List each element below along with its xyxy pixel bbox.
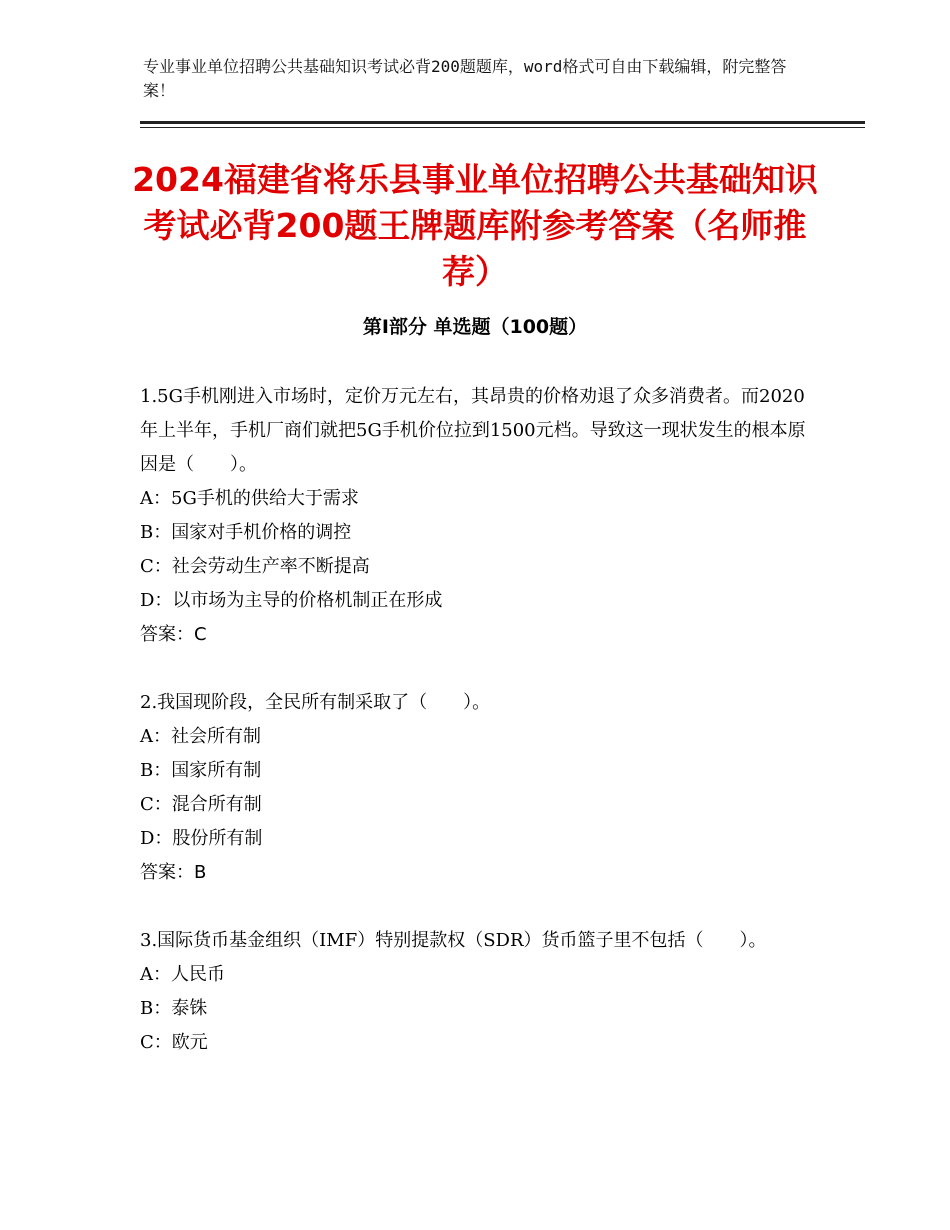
option-d: D：以市场为主导的价格机制正在形成: [140, 590, 443, 611]
section-heading: 第Ⅰ部分 单选题（100题）: [362, 316, 588, 338]
question-1: [140, 380, 810, 652]
question-stem: 1.5G手机刚进入市场时，定价万元左右，其昂贵的价格劝退了众多消费者。而2020年上半年，手机厂商们就把5G手机价位拉到1500元档。导致这一现状发生的根本原因是（ ）。: [140, 386, 806, 475]
answer: 答案：B: [140, 862, 207, 883]
option-a: A：社会所有制: [140, 726, 261, 747]
header-rule-thick: [140, 121, 865, 124]
question-2: [140, 686, 810, 890]
question-3: [140, 924, 810, 1060]
header-rule-thin: [140, 127, 865, 128]
option-b: B：国家对手机价格的调控: [140, 522, 352, 543]
option-b: B：国家所有制: [140, 760, 262, 781]
page-header: 专业事业单位招聘公共基础知识考试必背200题题库，word格式可自由下载编辑，附完整答案！: [143, 57, 787, 100]
question-list: [140, 380, 810, 1094]
option-c: C：社会劳动生产率不断提高: [140, 556, 370, 577]
question-stem: 3.国际货币基金组织（IMF）特别提款权（SDR）货币篮子里不包括（ ）。: [140, 930, 767, 951]
option-a: A：人民币: [140, 964, 225, 985]
option-a: A：5G手机的供给大于需求: [140, 488, 359, 509]
question-stem: 2.我国现阶段，全民所有制采取了（ ）。: [140, 692, 491, 713]
document-title: 2024福建省将乐县事业单位招聘公共基础知识考试必背200题王牌题库附参考答案（名师推荐）: [132, 160, 818, 291]
answer: 答案：C: [140, 624, 207, 645]
option-c: C：欧元: [140, 1032, 208, 1053]
option-b: B：泰铢: [140, 998, 208, 1019]
option-c: C：混合所有制: [140, 794, 262, 815]
option-d: D：股份所有制: [140, 828, 263, 849]
